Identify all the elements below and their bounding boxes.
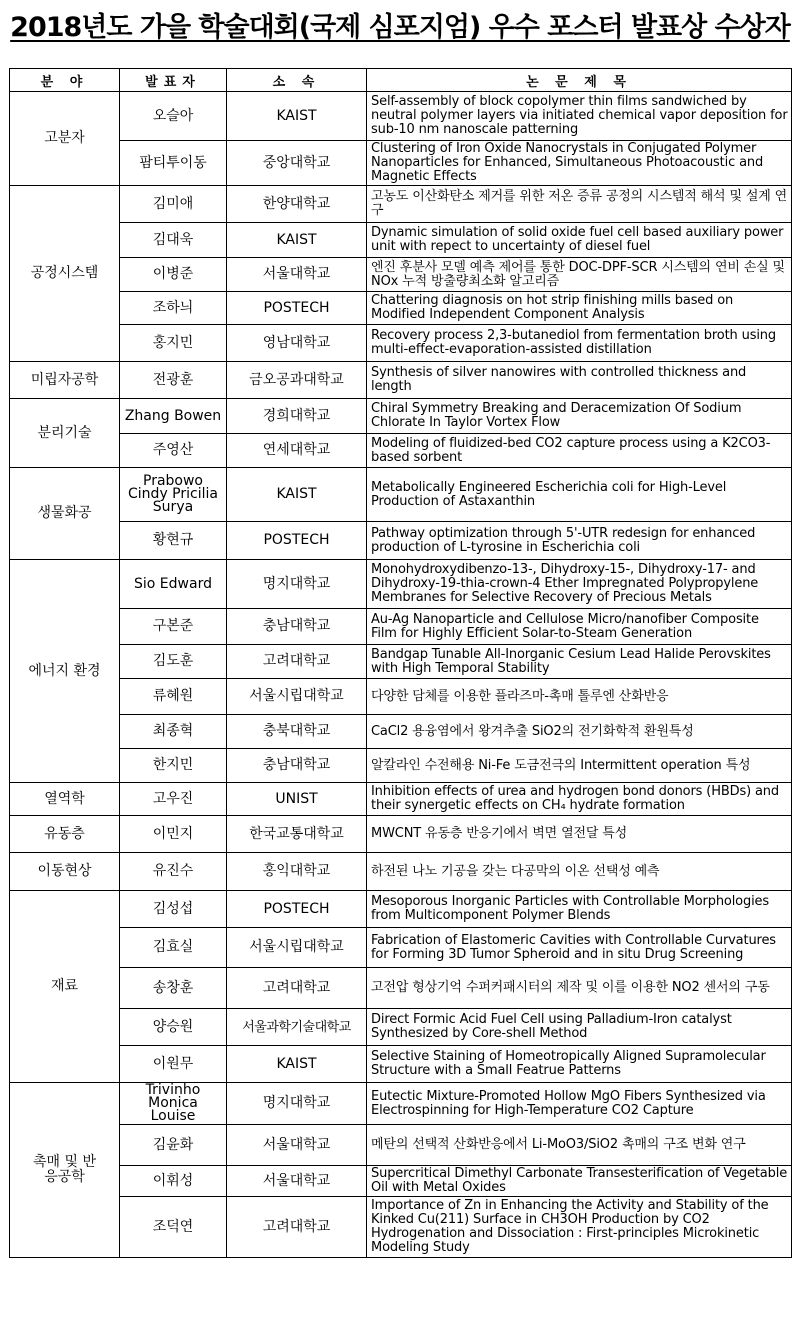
presenter-cell: 김미애	[120, 186, 227, 223]
affiliation-cell: 홍익대학교	[227, 853, 367, 891]
affiliation-cell: 충북대학교	[227, 715, 367, 749]
affiliation-cell: 금오공과대학교	[227, 362, 367, 399]
field-cell: 고분자	[10, 92, 120, 186]
presenter-cell: 이병준	[120, 258, 227, 292]
affiliation-cell: 서울시립대학교	[227, 928, 367, 968]
paper-title-cell: Chiral Symmetry Breaking and Deracemization Of Sodium Chlorate In Taylor Vortex Flow	[367, 399, 792, 434]
affiliation-cell: 서울과학기술대학교	[227, 1009, 367, 1046]
paper-title-cell: 고전압 형상기억 수퍼커패시터의 제작 및 이를 이용한 NO2 센서의 구동	[367, 968, 792, 1009]
presenter-cell: 김성섭	[120, 891, 227, 928]
affiliation-cell: POSTECH	[227, 522, 367, 560]
field-cell: 공정시스템	[10, 186, 120, 362]
paper-title-cell: Monohydroxydibenzo-13-, Dihydroxy-15-, Dihydroxy-17- and Dihydroxy-19-thia-crown-4 Ether Impregnated Polypropylene Membranes for Selective Recovery of Precious Metals	[367, 560, 792, 609]
presenter-cell: 조하늬	[120, 292, 227, 325]
presenter-cell: 유진수	[120, 853, 227, 891]
affiliation-cell: 경희대학교	[227, 399, 367, 434]
table-row	[10, 92, 792, 141]
table-row	[10, 186, 792, 223]
table-row	[10, 783, 792, 816]
paper-title-cell: Direct Formic Acid Fuel Cell using Palladium-Iron catalyst Synthesized by Core-shell Method	[367, 1009, 792, 1046]
paper-title-cell: Importance of Zn in Enhancing the Activity and Stability of the Kinked Cu(211) Surface in CH3OH Production by CO2 Hydrogenation and Dissociation : First-principles Microkinetic Modeling Study	[367, 1197, 792, 1258]
table-row	[10, 609, 792, 645]
paper-title-cell: Fabrication of Elastomeric Cavities with Controllable Curvatures for Forming 3D Tumor Spheroid and in situ Drug Screening	[367, 928, 792, 968]
table-row	[10, 1046, 792, 1083]
affiliation-cell: POSTECH	[227, 292, 367, 325]
field-cell: 재료	[10, 891, 120, 1083]
affiliation-cell: POSTECH	[227, 891, 367, 928]
presenter-cell: 이원무	[120, 1046, 227, 1083]
table-row	[10, 522, 792, 560]
affiliation-cell: 서울대학교	[227, 1166, 367, 1197]
affiliation-cell: 영남대학교	[227, 325, 367, 362]
paper-title-cell: Eutectic Mixture-Promoted Hollow MgO Fibers Synthesized via Electrospinning for High-Temperature CO2 Capture	[367, 1083, 792, 1125]
table-row	[10, 258, 792, 292]
table-row	[10, 853, 792, 891]
presenter-cell: 전광훈	[120, 362, 227, 399]
table-row	[10, 362, 792, 399]
presenter-cell: 주영산	[120, 434, 227, 468]
affiliation-cell: 충남대학교	[227, 749, 367, 783]
affiliation-cell: 명지대학교	[227, 560, 367, 609]
table-row	[10, 1197, 792, 1258]
affiliation-cell: 고려대학교	[227, 968, 367, 1009]
awards-body	[10, 92, 792, 1258]
header-field: 분 야	[10, 69, 120, 92]
table-row	[10, 1009, 792, 1046]
paper-title-cell: Dynamic simulation of solid oxide fuel cell based auxiliary power unit with repect to uncertainty of diesel fuel	[367, 223, 792, 258]
affiliation-cell: 충남대학교	[227, 609, 367, 645]
table-row	[10, 928, 792, 968]
presenter-cell: 팜티투이동	[120, 141, 227, 186]
affiliation-cell: KAIST	[227, 1046, 367, 1083]
presenter-cell: 양승원	[120, 1009, 227, 1046]
field-cell: 생물화공	[10, 468, 120, 560]
table-row	[10, 141, 792, 186]
paper-title-cell: 알칼라인 수전해용 Ni-Fe 도금전극의 Intermittent operation 특성	[367, 749, 792, 783]
paper-title-cell: CaCl2 용융염에서 왕겨추출 SiO2의 전기화학적 환원특성	[367, 715, 792, 749]
affiliation-cell: 서울대학교	[227, 1125, 367, 1166]
presenter-cell: 류혜원	[120, 679, 227, 715]
table-row	[10, 325, 792, 362]
table-row	[10, 749, 792, 783]
table-row	[10, 434, 792, 468]
presenter-cell: 김대욱	[120, 223, 227, 258]
header-row	[10, 69, 792, 92]
affiliation-cell: 중앙대학교	[227, 141, 367, 186]
affiliation-cell: 서울대학교	[227, 258, 367, 292]
table-row	[10, 891, 792, 928]
header-presenter: 발표자	[120, 69, 227, 92]
presenter-cell: 이휘성	[120, 1166, 227, 1197]
table-row	[10, 292, 792, 325]
presenter-cell: 김윤화	[120, 1125, 227, 1166]
paper-title-cell: Selective Staining of Homeotropically Aligned Supramolecular Structure with a Small Featrue Patterns	[367, 1046, 792, 1083]
field-cell: 분리기술	[10, 399, 120, 468]
table-row	[10, 1083, 792, 1125]
table-row	[10, 1125, 792, 1166]
affiliation-cell: KAIST	[227, 223, 367, 258]
presenter-cell: 홍지민	[120, 325, 227, 362]
presenter-cell: Trivinho Monica Louise	[120, 1083, 227, 1125]
field-cell: 이동현상	[10, 853, 120, 891]
paper-title-cell: Self-assembly of block copolymer thin films sandwiched by neutral polymer layers via initiated chemical vapor deposition for sub-10 nm nanoscale patterning	[367, 92, 792, 141]
affiliation-cell: 고려대학교	[227, 645, 367, 679]
affiliation-cell: 연세대학교	[227, 434, 367, 468]
affiliation-cell: 한양대학교	[227, 186, 367, 223]
table-row	[10, 645, 792, 679]
paper-title-cell: 고농도 이산화탄소 제거를 위한 저온 증류 공정의 시스템적 해석 및 설계 연구	[367, 186, 792, 223]
presenter-cell: Zhang Bowen	[120, 399, 227, 434]
paper-title-cell: Synthesis of silver nanowires with controlled thickness and length	[367, 362, 792, 399]
paper-title-cell: 엔진 후분사 모델 예측 제어를 통한 DOC-DPF-SCR 시스템의 연비 손실 및 NOx 누적 방출량최소화 알고리즘	[367, 258, 792, 292]
presenter-cell: Prabowo Cindy Pricilia Surya	[120, 468, 227, 522]
affiliation-cell: 명지대학교	[227, 1083, 367, 1125]
table-row	[10, 816, 792, 853]
paper-title-cell: Metabolically Engineered Escherichia coli for High-Level Production of Astaxanthin	[367, 468, 792, 522]
table-row	[10, 715, 792, 749]
presenter-cell: 송창훈	[120, 968, 227, 1009]
field-cell: 촉매 및 반응공학	[10, 1083, 120, 1258]
presenter-cell: 최종혁	[120, 715, 227, 749]
field-cell: 유동층	[10, 816, 120, 853]
paper-title-cell: Bandgap Tunable All-Inorganic Cesium Lead Halide Perovskites with High Temporal Stability	[367, 645, 792, 679]
presenter-cell: 이민지	[120, 816, 227, 853]
table-row	[10, 560, 792, 609]
awards-table	[9, 68, 792, 1258]
presenter-cell: 김효실	[120, 928, 227, 968]
table-row	[10, 968, 792, 1009]
paper-title-cell: 하전된 나노 기공을 갖는 다공막의 이온 선택성 예측	[367, 853, 792, 891]
paper-title-cell: Inhibition effects of urea and hydrogen bond donors (HBDs) and their synergetic effects on CH₄ hydrate formation	[367, 783, 792, 816]
affiliation-cell: 서울시립대학교	[227, 679, 367, 715]
paper-title-cell: Au-Ag Nanoparticle and Cellulose Micro/nanofiber Composite Film for Highly Efficient Solar-to-Steam Generation	[367, 609, 792, 645]
header-affiliation: 소 속	[227, 69, 367, 92]
affiliation-cell: UNIST	[227, 783, 367, 816]
presenter-cell: 황현규	[120, 522, 227, 560]
paper-title-cell: Chattering diagnosis on hot strip finishing mills based on Modified Independent Component Analysis	[367, 292, 792, 325]
paper-title-cell: 다양한 담체를 이용한 플라즈마-촉매 톨루엔 산화반응	[367, 679, 792, 715]
affiliation-cell: KAIST	[227, 92, 367, 141]
presenter-cell: 조덕연	[120, 1197, 227, 1258]
header-paper: 논 문 제 목	[367, 69, 792, 92]
presenter-cell: 김도훈	[120, 645, 227, 679]
presenter-cell: 오슬아	[120, 92, 227, 141]
page-title: 2018년도 가을 학술대회(국제 심포지엄) 우수 포스터 발표상 수상자	[10, 12, 790, 43]
affiliation-cell: KAIST	[227, 468, 367, 522]
presenter-cell: 구본준	[120, 609, 227, 645]
paper-title-cell: Pathway optimization through 5'-UTR redesign for enhanced production of L-tyrosine in Escherichia coli	[367, 522, 792, 560]
paper-title-cell: MWCNT 유동층 반응기에서 벽면 열전달 특성	[367, 816, 792, 853]
presenter-cell: Sio Edward	[120, 560, 227, 609]
affiliation-cell: 한국교통대학교	[227, 816, 367, 853]
field-cell: 에너지 환경	[10, 560, 120, 783]
presenter-cell: 한지민	[120, 749, 227, 783]
paper-title-cell: Mesoporous Inorganic Particles with Controllable Morphologies from Multicomponent Polymer Blends	[367, 891, 792, 928]
affiliation-cell: 고려대학교	[227, 1197, 367, 1258]
table-row	[10, 468, 792, 522]
table-row	[10, 679, 792, 715]
presenter-cell: 고우진	[120, 783, 227, 816]
table-row	[10, 223, 792, 258]
paper-title-cell: Clustering of Iron Oxide Nanocrystals in Conjugated Polymer Nanoparticles for Enhanced, Simultaneous Photoacoustic and Magnetic Effects	[367, 141, 792, 186]
paper-title-cell: Recovery process 2,3-butanediol from fermentation broth using multi-effect-evaporation-assisted distillation	[367, 325, 792, 362]
paper-title-cell: Supercritical Dimethyl Carbonate Transesterification of Vegetable Oil with Metal Oxides	[367, 1166, 792, 1197]
table-row	[10, 1166, 792, 1197]
paper-title-cell: 메탄의 선택적 산화반응에서 Li-MoO3/SiO2 촉매의 구조 변화 연구	[367, 1125, 792, 1166]
field-cell: 미립자공학	[10, 362, 120, 399]
table-row	[10, 399, 792, 434]
paper-title-cell: Modeling of fluidized-bed CO2 capture process using a K2CO3-based sorbent	[367, 434, 792, 468]
field-cell: 열역학	[10, 783, 120, 816]
